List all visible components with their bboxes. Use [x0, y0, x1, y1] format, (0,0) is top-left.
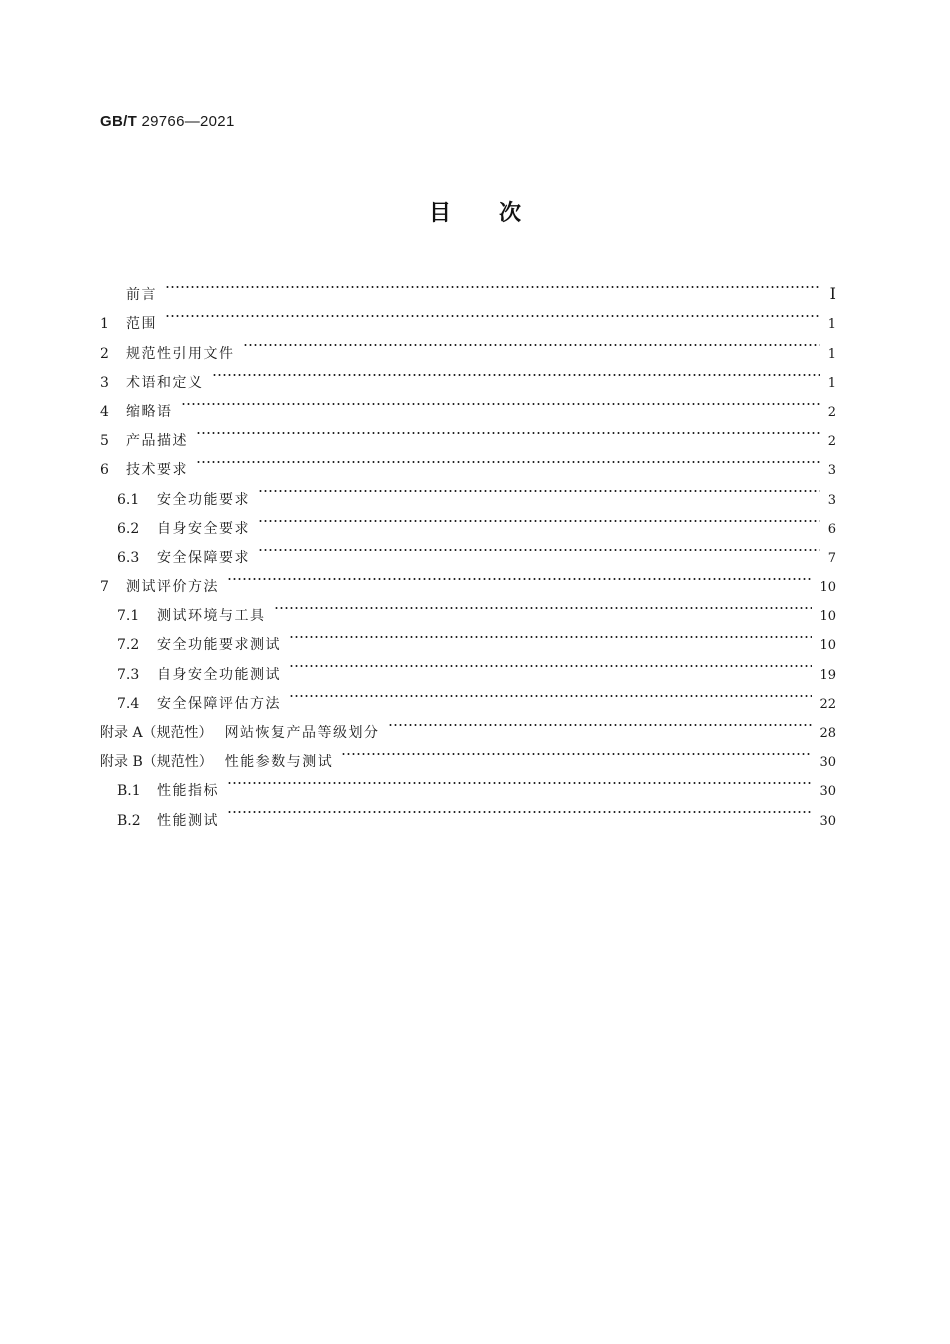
toc-entry-number: 1 [100, 316, 109, 333]
toc-entry-number: B.1 [117, 783, 141, 800]
toc-entry-page: 1 [827, 346, 836, 362]
toc-entry-label: 自身安全功能测试 [157, 666, 281, 683]
dot-leader [341, 737, 812, 766]
toc-entry-page: I [829, 284, 836, 304]
toc-entry-label: 测试评价方法 [126, 579, 219, 596]
toc-entry[interactable] [100, 270, 836, 304]
toc-entry-number: 6 [100, 462, 109, 479]
toc-entry-page: 30 [819, 813, 836, 829]
toc-entry-number: B.2 [117, 812, 141, 829]
standard-prefix: GB/T [100, 113, 138, 130]
dot-leader [227, 795, 812, 824]
dot-leader [212, 358, 821, 387]
dot-leader [274, 591, 813, 620]
toc-entry-page: 19 [819, 667, 836, 683]
dot-leader [227, 562, 812, 591]
toc-entry[interactable] [100, 299, 836, 333]
document-code [100, 113, 235, 130]
dot-leader [388, 708, 812, 737]
toc-entry-page: 28 [819, 726, 836, 741]
dot-leader [165, 299, 820, 328]
toc-entry-label: 前言 [126, 287, 157, 304]
toc-entry-label: 安全保障评估方法 [157, 695, 281, 712]
toc-entry-label: 产品描述 [126, 433, 188, 450]
toc-entry-page: 22 [819, 696, 836, 712]
toc-entry-label: 测试环境与工具 [157, 608, 266, 625]
toc-entry-label: 性能测试 [157, 812, 219, 829]
dot-leader [181, 387, 821, 416]
dot-leader [258, 474, 820, 503]
toc-entry-page: 3 [827, 463, 836, 479]
toc-entry[interactable] [100, 445, 836, 479]
toc-entry[interactable] [100, 416, 836, 450]
toc-entry-number: 5 [100, 433, 109, 450]
page-title: 目次 [428, 201, 569, 226]
toc-entry-label: 性能参数与测试 [224, 754, 334, 771]
toc-entry-page: 1 [827, 317, 836, 333]
toc-entry-number: 3 [100, 374, 109, 391]
toc-entry-number: 7.2 [117, 637, 140, 654]
dot-leader [227, 766, 812, 795]
toc-entry-number: 6.2 [117, 520, 140, 537]
dot-leader [196, 416, 820, 445]
toc-entry-label: 网站恢复产品等级划分 [224, 725, 380, 741]
toc-entry-label: 安全保障要求 [157, 549, 250, 566]
toc-entry[interactable] [100, 328, 836, 362]
dot-leader [289, 649, 812, 678]
toc-entry-page: 6 [827, 521, 836, 537]
toc-entry-label: 安全功能要求测试 [157, 637, 281, 654]
standard-number: 29766—2021 [141, 113, 235, 130]
toc-entry-label: 规范性引用文件 [126, 345, 235, 362]
toc-entry-page: 10 [819, 638, 836, 654]
dot-leader [258, 504, 820, 533]
toc-entry-number: 7.3 [117, 666, 140, 683]
toc-entry[interactable] [100, 387, 836, 420]
toc-entry-page: 2 [827, 434, 836, 450]
toc-entry-number: 附录 B（规范性） [100, 754, 213, 771]
dot-leader [289, 620, 812, 649]
toc-entry-number: 7 [100, 579, 109, 596]
toc-entry-number: 2 [100, 345, 109, 362]
toc-entry-label: 性能指标 [157, 783, 219, 800]
toc-entry-page: 7 [827, 550, 836, 566]
toc-entry-label: 术语和定义 [126, 374, 204, 391]
dot-leader [243, 328, 821, 357]
toc-entry-page: 3 [827, 492, 836, 508]
toc-entry-page: 30 [819, 755, 836, 771]
dot-leader [196, 445, 820, 474]
toc-entry-number: 6.1 [117, 491, 140, 508]
toc-entry-label: 自身安全要求 [157, 520, 250, 537]
toc-entry-label: 安全功能要求 [157, 491, 250, 508]
toc-entry-label: 技术要求 [126, 462, 188, 479]
toc-entry-page: 10 [819, 580, 836, 596]
toc-entry-page: 2 [827, 404, 836, 420]
toc-entry-label: 缩略语 [126, 403, 173, 420]
toc-entry-page: 10 [819, 609, 836, 625]
toc-entry-number: 7.4 [117, 695, 140, 712]
table-of-contents [100, 270, 836, 829]
toc-entry[interactable] [100, 474, 836, 508]
toc-entry-number: 7.1 [117, 608, 140, 625]
toc-entry-number: 附录 A（规范性） [100, 725, 213, 741]
toc-entry-page: 30 [819, 784, 836, 800]
dot-leader [289, 679, 812, 708]
dot-leader [165, 270, 820, 299]
toc-entry-page: 1 [827, 375, 836, 391]
toc-entry-number: 4 [100, 403, 109, 420]
toc-entry-label: 范围 [126, 316, 157, 333]
dot-leader [258, 533, 820, 562]
toc-entry-number: 6.3 [117, 549, 140, 566]
